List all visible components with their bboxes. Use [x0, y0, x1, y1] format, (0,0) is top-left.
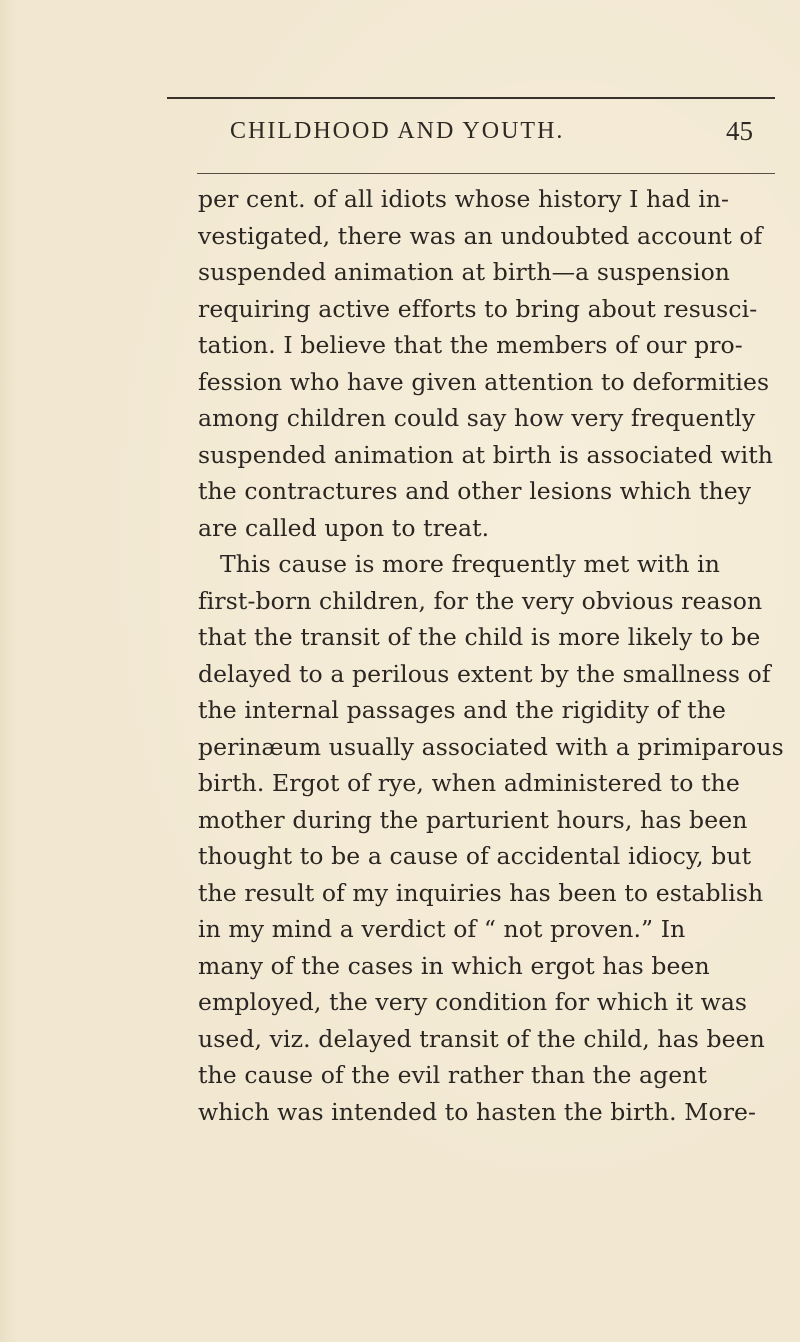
text-line: many of the cases in which ergot has been [198, 951, 710, 980]
text-line: in my mind a verdict of “ not proven.” In [198, 915, 686, 943]
text-line: fession who have given attention to deformities [198, 367, 770, 396]
text-line: that the transit of the child is more likely to be [198, 623, 761, 651]
text-line: requiring active efforts to bring about resusci- [198, 294, 758, 323]
text-line: are called upon to treat. [198, 513, 490, 542]
text-line: the internal passages and the rigidity of the [198, 696, 726, 724]
header-rule [197, 173, 775, 174]
text-line: birth. Ergot of rye, when administered to the [198, 769, 740, 797]
text-line: suspended animation at birth—a suspension [198, 258, 731, 286]
page-number: 45 [726, 116, 753, 146]
text-line: mother during the parturient hours, has been [198, 805, 748, 834]
text-line: used, viz. delayed transit of the child, has been [198, 1024, 765, 1053]
text-line: among children could say how very frequently [198, 404, 756, 432]
running-head: CHILDHOOD AND YOUTH. [230, 118, 565, 144]
text-line: vestigated, there was an undoubted account of [198, 221, 763, 250]
text-line: This cause is more frequently met with in [220, 550, 720, 578]
top-rule [167, 97, 775, 99]
text-line: first-born children, for the very obvious reason [198, 586, 763, 615]
text-line: tation. I believe that the members of our pro- [198, 331, 743, 359]
text-line: per cent. of all idiots whose history I had in- [198, 185, 730, 213]
text-line: delayed to a perilous extent by the smallness of [198, 659, 771, 688]
body-text [198, 181, 788, 1130]
text-line: the contractures and other lesions which they [198, 477, 752, 505]
text-line: thought to be a cause of accidental idiocy, but [198, 842, 752, 870]
text-line: which was intended to hasten the birth. More- [198, 1097, 757, 1126]
text-line: the result of my inquiries has been to establish [198, 878, 764, 907]
text-line: perinæum usually associated with a primiparous [198, 732, 784, 761]
text-line: the cause of the evil rather than the agent [198, 1061, 708, 1089]
text-line: suspended animation at birth is associated with [198, 440, 774, 469]
text-line: employed, the very condition for which it was [198, 988, 748, 1016]
